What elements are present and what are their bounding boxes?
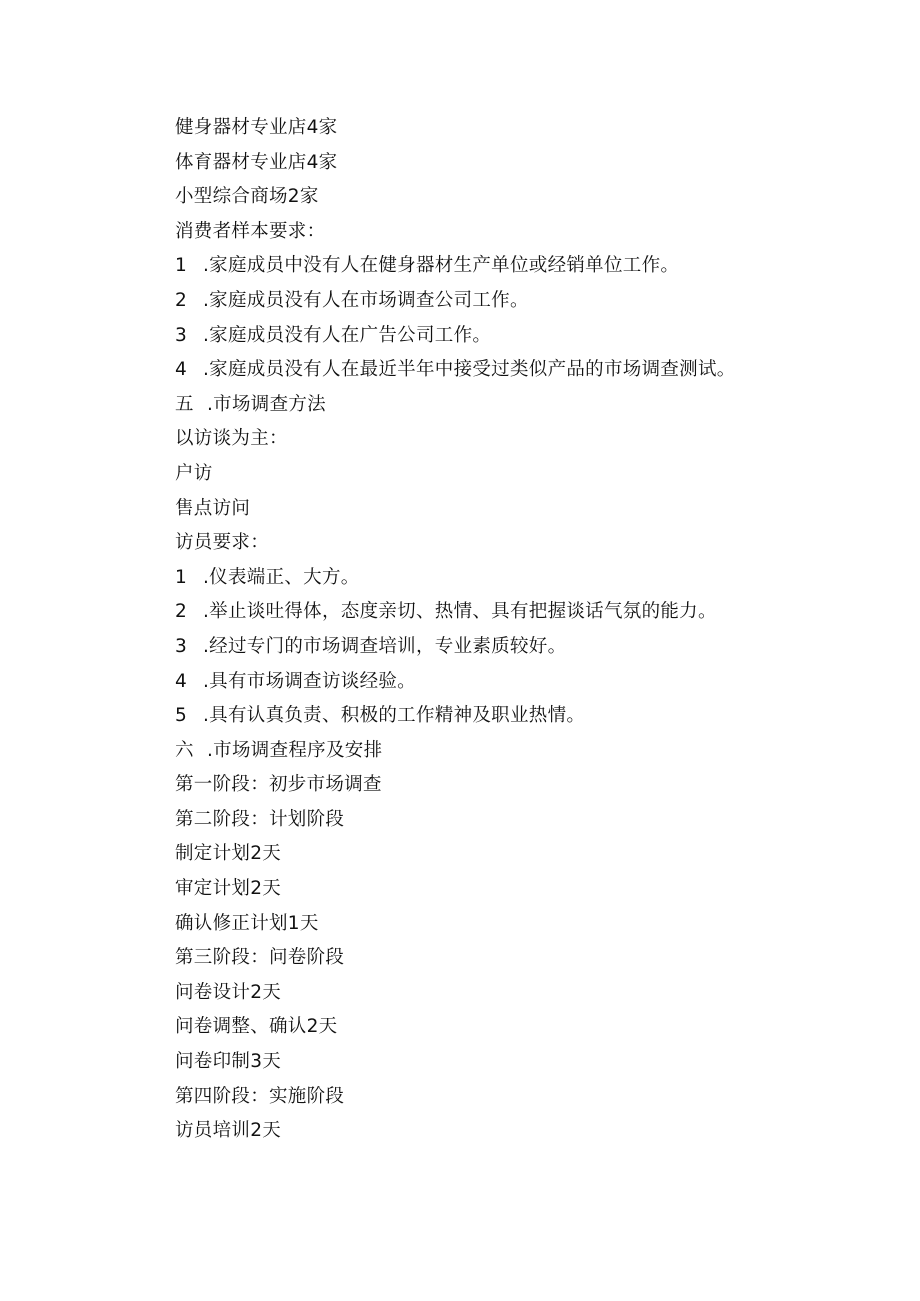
line-text: 以访谈为主： — [175, 428, 288, 450]
line-text: 第四阶段：实施阶段 — [175, 1085, 345, 1107]
text-line — [175, 976, 875, 1011]
section-heading — [175, 388, 875, 423]
line-text: 访员培训2天 — [175, 1120, 282, 1142]
line-text: 问卷调整、确认2天 — [175, 1016, 338, 1038]
list-item — [175, 665, 875, 700]
text-line — [175, 1045, 875, 1080]
line-text: 问卷印制3天 — [175, 1051, 282, 1073]
list-item — [175, 595, 875, 630]
line-text: 审定计划2天 — [175, 878, 282, 900]
text-line — [175, 180, 875, 215]
text-line — [175, 146, 875, 181]
line-number: 2 — [175, 289, 188, 311]
line-text: 第三阶段：问卷阶段 — [175, 947, 345, 969]
list-item — [175, 319, 875, 354]
section-number: 五 — [175, 393, 194, 415]
text-line — [175, 803, 875, 838]
text-line — [175, 872, 875, 907]
list-item — [175, 284, 875, 319]
section-title: .市场调查方法 — [207, 393, 326, 415]
list-item — [175, 249, 875, 284]
text-line — [175, 941, 875, 976]
line-number: 5 — [175, 705, 188, 727]
list-item — [175, 353, 875, 388]
line-text: 制定计划2天 — [175, 843, 282, 865]
line-text: 健身器材专业店4家 — [175, 117, 338, 138]
line-number: 1 — [175, 566, 188, 588]
text-line — [175, 215, 875, 250]
line-number: 4 — [175, 670, 188, 692]
line-text: 确认修正计划1天 — [175, 912, 319, 934]
section-number: 六 — [175, 739, 194, 761]
line-text: 消费者样本要求： — [175, 220, 326, 242]
line-number: 2 — [175, 601, 188, 623]
line-text: .家庭成员没有人在最近半年中接受过类似产品的市场调查测试。 — [203, 359, 736, 381]
line-text: .仪表端正、大方。 — [203, 566, 360, 588]
section-title: .市场调查程序及安排 — [207, 739, 383, 761]
text-line — [175, 768, 875, 803]
text-line — [175, 422, 875, 457]
line-number: 4 — [175, 359, 188, 381]
text-line — [175, 837, 875, 872]
line-number: 1 — [175, 255, 188, 277]
list-item — [175, 630, 875, 665]
line-text: 小型综合商场2家 — [175, 186, 319, 208]
text-line — [175, 1114, 875, 1149]
line-text: 户访 — [175, 462, 213, 484]
line-text: .经过专门的市场调查培训，专业素质较好。 — [203, 635, 567, 657]
document-body — [175, 111, 875, 1149]
text-line — [175, 526, 875, 561]
line-text: 第二阶段：计划阶段 — [175, 808, 345, 830]
line-text: 问卷设计2天 — [175, 981, 282, 1003]
text-line — [175, 907, 875, 942]
line-text: 售点访问 — [175, 497, 251, 519]
line-text: 体育器材专业店4家 — [175, 151, 338, 173]
section-heading — [175, 734, 875, 769]
line-text: 访员要求： — [175, 532, 270, 554]
text-line — [175, 457, 875, 492]
line-text: 第一阶段：初步市场调查 — [175, 774, 382, 796]
text-line — [175, 1010, 875, 1045]
line-text: .举止谈吐得体，态度亲切、热情、具有把握谈话气氛的能力。 — [203, 601, 717, 623]
list-item — [175, 561, 875, 596]
line-text: .家庭成员没有人在广告公司工作。 — [203, 324, 492, 346]
line-text: .具有认真负责、积极的工作精神及职业热情。 — [203, 705, 586, 727]
line-text: .家庭成员没有人在市场调查公司工作。 — [203, 289, 529, 311]
line-text: .家庭成员中没有人在健身器材生产单位或经销单位工作。 — [203, 255, 680, 277]
text-line — [175, 111, 875, 146]
line-number: 3 — [175, 324, 188, 346]
line-text: .具有市场调查访谈经验。 — [203, 670, 416, 692]
line-number: 3 — [175, 635, 188, 657]
list-item — [175, 699, 875, 734]
text-line — [175, 1080, 875, 1115]
text-line — [175, 492, 875, 527]
